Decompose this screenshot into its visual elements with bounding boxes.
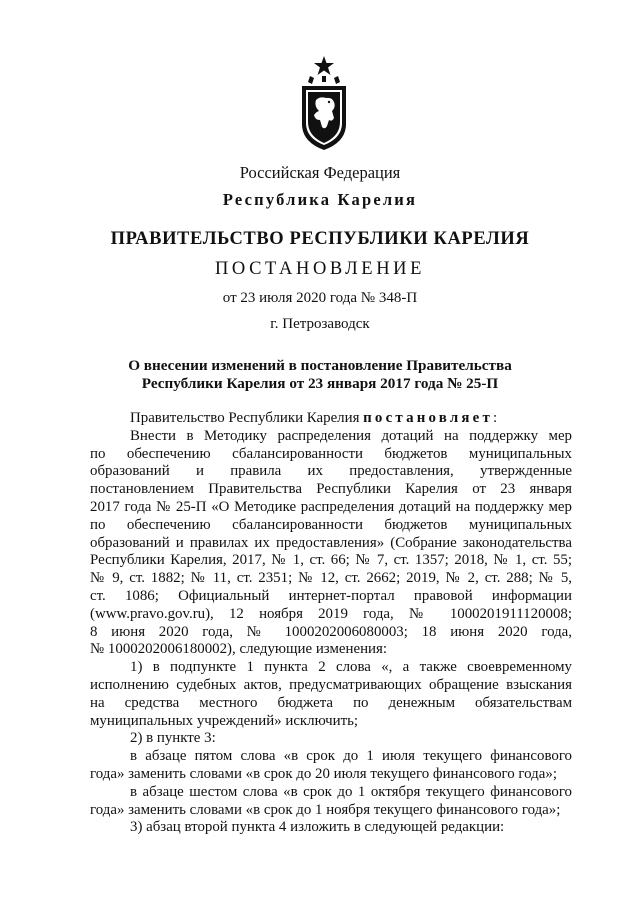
city-name: г. Петрозаводск	[270, 316, 370, 332]
body-line: муниципальных учреждений» исключить;	[90, 712, 359, 729]
paragraph-item-2-abzac-6	[90, 784, 572, 820]
body-line: по обеспечению сбалансированности бюджетов муниципальных	[90, 516, 572, 533]
body-line: по обеспечению сбалансированности бюджетов муниципальных	[90, 445, 572, 462]
document-body	[90, 410, 572, 837]
body-line: образований и правилах их предоставления» (Собрание законодательства	[90, 534, 572, 551]
body-line: в абзаце шестом слова «в срок до 1 октября текущего финансового	[130, 783, 572, 800]
document-title-line: О внесении изменений в постановление Правительства	[128, 357, 512, 374]
government-heading: ПРАВИТЕЛЬСТВО РЕСПУБЛИКИ КАРЕЛИЯ	[110, 229, 530, 249]
body-line: года» заменить словами «в срок до 20 июля текущего финансового года»;	[90, 765, 557, 782]
paragraph-item-1	[90, 659, 572, 730]
body-line: в абзаце пятом слова «в срок до 1 июля текущего финансового	[130, 748, 572, 765]
document-title	[0, 357, 640, 393]
paragraph-item-3: 3) абзац второй пункта 4 изложить в следующей редакции:	[130, 819, 505, 836]
paragraph-item-2-abzac-5	[90, 748, 572, 784]
body-line: Внести в Методику распределения дотаций на поддержку мер	[130, 427, 572, 444]
document-title-line: Республики Карелия от 23 января 2017 года № 25-П	[141, 375, 499, 392]
body-line: Республики Карелия, 2017, № 1, ст. 66; № 7, ст. 1357; 2018, № 1, ст. 55;	[90, 552, 572, 569]
body-line: постановлением Правительства Республики Карелия от 23 января	[90, 481, 572, 498]
body-line: 8 июня 2020 года, № 1000202006080003; 18 июня 2020 года,	[90, 623, 572, 640]
paragraph-main-amendment	[90, 428, 572, 659]
body-line: № 9, ст. 1882; № 11, ст. 2351; № 12, ст. 2662; 2019, № 2, ст. 288; № 5,	[90, 570, 572, 587]
body-line: 2017 года № 25-П «О Методике распределения дотаций на поддержку мер	[90, 498, 572, 515]
karelia-coat-of-arms-emblem	[296, 54, 352, 152]
preamble-prefix: Правительство Республики Карелия	[130, 410, 364, 426]
body-line: ст. 1086; Официальный интернет-портал правовой информации	[90, 587, 572, 604]
republic-name: Республика Карелия	[222, 190, 418, 209]
body-line: № 1000202006180002), следующие изменения:	[90, 641, 387, 658]
preamble	[90, 410, 572, 428]
body-line: года» заменить словами «в срок до 1 ноября текущего финансового года»;	[90, 801, 561, 818]
body-line: (www.pravo.gov.ru), 12 ноября 2019 года, № 1000201911120008;	[90, 605, 572, 622]
document-type-heading: ПОСТАНОВЛЕНИЕ	[214, 259, 426, 279]
date-and-number: от 23 июля 2020 года № 348-П	[222, 290, 418, 306]
body-line: 1) в подпункте 1 пункта 2 слова «, а также своевременному	[130, 659, 572, 676]
country-name: Российская Федерация	[239, 163, 401, 182]
paragraph-item-2: 2) в пункте 3:	[130, 730, 216, 747]
preamble-suffix: :	[492, 410, 498, 426]
body-line: образований и правила их предоставления, утвержденные	[90, 463, 572, 480]
preamble-action-word: постановляет	[363, 410, 493, 426]
body-line: на средства местного бюджета по денежным обязательствам	[90, 694, 572, 711]
body-line: исполнению судебных актов, предусматривающих обращение взыскания	[90, 676, 572, 693]
